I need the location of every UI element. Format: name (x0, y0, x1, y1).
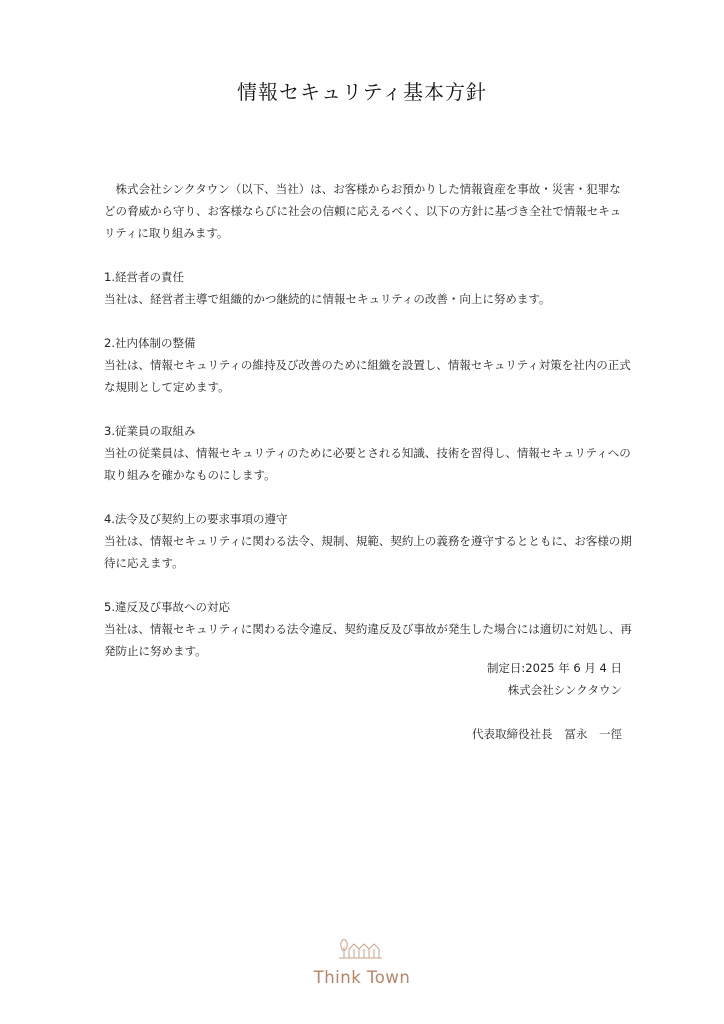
representative-name: 冨永 一徑 (564, 727, 622, 741)
section-body: 当社は、経営者主導で組織的かつ継続的に情報セキュリティの改善・向上に努めます。 (104, 292, 551, 306)
section-heading: 3.従業員の取組み (104, 424, 196, 438)
signature-spacer (104, 701, 622, 723)
section-heading: 1.経営者の責任 (104, 270, 184, 284)
section-heading: 4.法令及び契約上の要求事項の遵守 (104, 512, 288, 526)
page-title: 情報セキュリティ基本方針 (237, 80, 487, 104)
intro-paragraph: 株式会社シンクタウン（以下、当社）は、お客様からお預かりした情報資産を事故・災害・犯罪などの脅威から守り、お客様ならびに社会の信頼に応えるべく、以下の方針に基づき全社で情報セキュリティに取り組みます。 (104, 182, 622, 240)
policy-body (104, 178, 632, 662)
representative-title: 代表取締役社長 (472, 727, 553, 741)
house-tree-logo-icon (335, 936, 385, 964)
representative (104, 723, 622, 745)
section-incident-response (104, 596, 632, 662)
section-body: 当社は、情報セキュリティに関わる法令、規制、規範、契約上の義務を遵守するとともに、お客様の期待に応えます。 (104, 534, 632, 570)
section-body: 当社は、情報セキュリティに関わる法令違反、契約違反及び事故が発生した場合には適切に対処し、再発防止に努めます。 (104, 622, 632, 658)
established-date: 制定日:2025 年 6 月 4 日 (486, 661, 622, 675)
section-heading: 5.違反及び事故への対応 (104, 600, 230, 614)
signature-block (104, 657, 622, 745)
section-body: 当社は、情報セキュリティの維持及び改善のために組織を設置し、情報セキュリティ対策を社内の正式な規則として定めます。 (104, 358, 631, 394)
section-employee-efforts (104, 420, 632, 486)
section-management-responsibility (104, 266, 632, 310)
section-heading: 2.社内体制の整備 (104, 336, 196, 350)
section-legal-compliance (104, 508, 632, 574)
section-body: 当社の従業員は、情報セキュリティのために必要とされる知識、技術を習得し、情報セキュリティへの取り組みを確かなものにします。 (104, 446, 631, 482)
think-town-logo (305, 932, 419, 994)
section-internal-structure (104, 332, 632, 398)
logo-text: Think Town (313, 968, 411, 987)
company-name: 株式会社シンクタウン (507, 683, 622, 697)
